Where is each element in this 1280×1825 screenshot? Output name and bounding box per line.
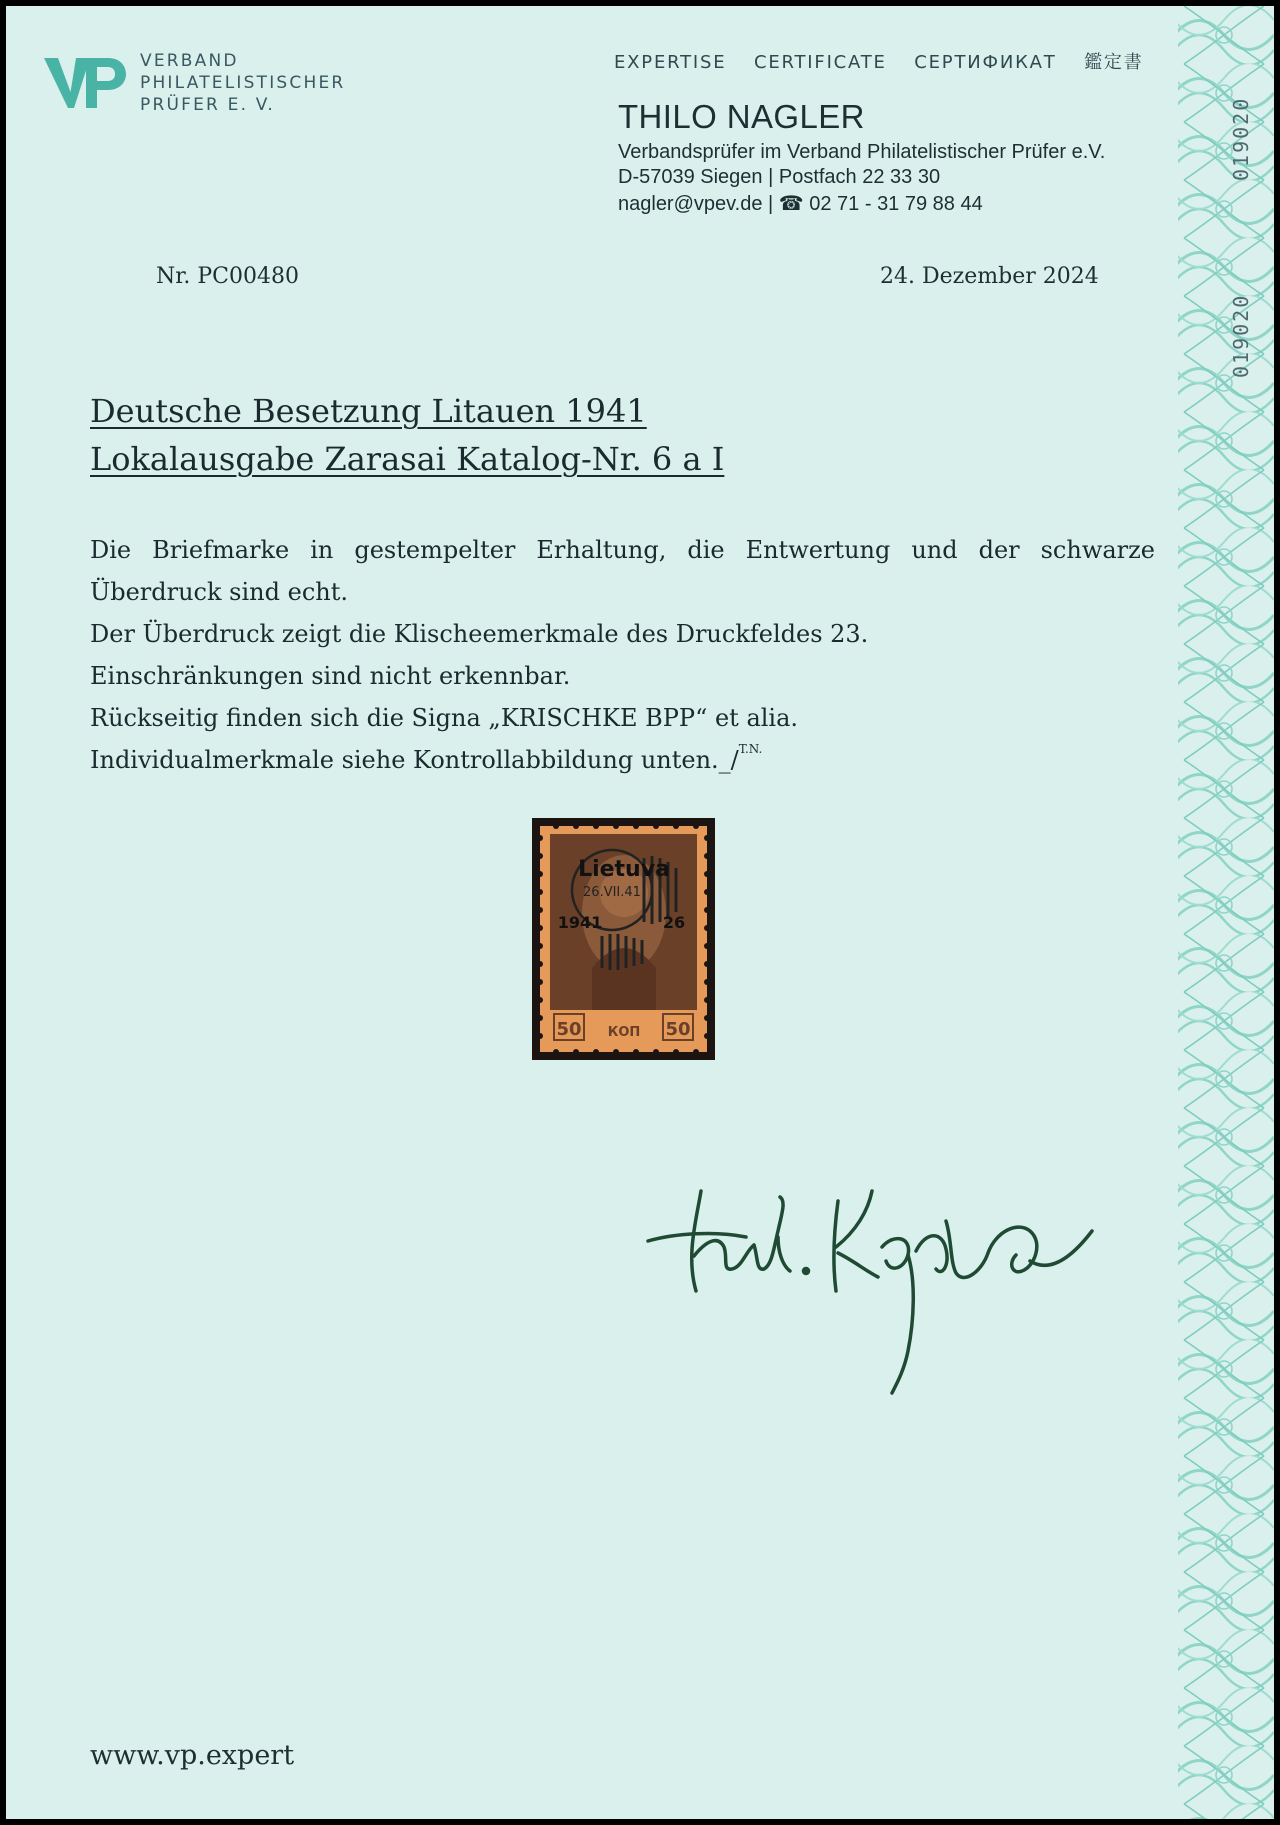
body-line-3: Der Überdruck zeigt die Klischeemerkmale des Druckfeldes 23. [90, 620, 869, 648]
stamp-image [532, 818, 715, 1060]
certificate-title-line-1: Deutsche Besetzung Litauen 1941 [90, 392, 647, 430]
body-line-6-text: Individualmerkmale siehe Kontrollabbildung unten._/ [90, 746, 739, 774]
stamp-denomination-right: 50 [665, 1019, 691, 1040]
label-certificate-jp: 鑑定書 [1084, 52, 1144, 73]
label-certificate-ru: СЕРТИФИКАТ [914, 52, 1057, 73]
stamp-denomination-label: КОП [607, 1025, 641, 1040]
label-expertise: EXPERTISE [614, 52, 727, 73]
certificate-date: 24. Dezember 2024 [880, 264, 1099, 289]
footer-website-link[interactable]: www.vp.expert [90, 1740, 295, 1771]
body-line-4: Einschränkungen sind nicht erkennbar. [90, 662, 571, 690]
stamp-overprint-word: Lietuva [578, 857, 670, 882]
examiner-name: THILO NAGLER [618, 98, 865, 135]
logo-line: PHILATELISTISCHER [140, 73, 346, 93]
document-type-labels [614, 48, 1164, 74]
serial-number-top: 019020 [1229, 96, 1253, 181]
label-certificate: CERTIFICATE [753, 52, 887, 73]
logo-line: PRÜFER E. V. [140, 95, 276, 115]
body-line-2: Überdruck sind echt. [90, 578, 348, 606]
body-line-6 [90, 742, 763, 774]
certificate-sheet [6, 6, 1274, 1819]
stamp-overprint-date: 26 [662, 913, 686, 932]
examiner-contact: nagler@vpev.de | ☎ 02 71 - 31 79 88 44 [618, 193, 983, 215]
vp-logo-icon [42, 50, 128, 116]
examiner-affiliation: Verbandsprüfer im Verband Philatelistischer Prüfer e.V. [618, 141, 1106, 163]
stamp-denomination-left: 50 [556, 1019, 582, 1040]
certificate-number: Nr. PC00480 [156, 264, 299, 289]
stamp-overprint-year: 1941 [557, 913, 603, 932]
serial-number-middle: 019020 [1229, 293, 1253, 378]
body-line-1: Die Briefmarke in gestempelter Erhaltung, die Entwertung und der schwarze [90, 536, 1155, 564]
examiner-address: D-57039 Siegen | Postfach 22 33 30 [618, 166, 941, 188]
vp-logo-text [140, 50, 345, 116]
logo-line: VERBAND [140, 51, 239, 71]
body-line-5: Rückseitig finden sich die Signa „KRISCHKE BPP“ et alia. [90, 704, 799, 732]
examiner-initials: T.N. [738, 742, 763, 756]
security-border-pattern [1174, 6, 1274, 1819]
stamp-postmark-date: 26.VII.41 [583, 885, 641, 900]
examiner-signature [646, 1161, 1106, 1401]
certificate-title-line-2: Lokalausgabe Zarasai Katalog-Nr. 6 a I [90, 440, 725, 478]
